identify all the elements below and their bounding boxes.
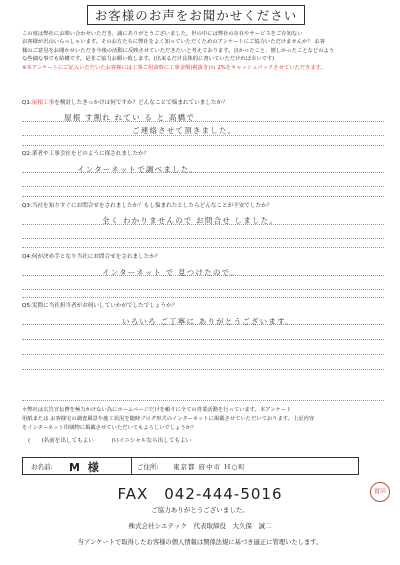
question-number: Q1:: [22, 100, 32, 106]
question-number: Q3:: [22, 203, 32, 209]
option-initial-checkmark[interactable]: (ﾚ): [111, 438, 119, 444]
divider: [22, 145, 384, 146]
question-number: Q5:: [22, 303, 32, 309]
answer-area[interactable]: [22, 210, 384, 244]
name-label: お名前:: [31, 463, 53, 471]
notes-line: 用紙または お客様宅の調査風景や施工状況を随時ブログ形式のインターネットに掲載させていただいております。上記内容: [22, 416, 315, 422]
name-address-box: [22, 457, 359, 475]
question-label: [22, 254, 384, 261]
divider: [22, 297, 384, 298]
answer-area[interactable]: [22, 310, 384, 380]
question-text: 当社を知りすぐにお問合せをされましたか？もし悩まれたとしたらどんなことが不安でしたか？: [31, 203, 273, 209]
seal-text: 富田: [373, 488, 386, 495]
question-1: [22, 100, 384, 141]
address-value[interactable]: 東京都 府中市 Ｈ○町: [173, 463, 246, 471]
answer-area[interactable]: [22, 107, 384, 141]
cashback-note: ※本アンケートにご記入いただいたお客様には工事ご用命時に工事金額(税抜き)の 2%をキャッシュバックさせていただきます。: [22, 64, 326, 71]
intro-text: [22, 30, 384, 72]
divider: [22, 196, 384, 197]
question-number: Q4:: [22, 254, 32, 260]
intro-line: お客様が沢山いらっしゃいます。そのお方たちに弊社をよく知っていただくためのアンケートにご協力いただけませんか？ お客: [22, 39, 325, 46]
question-label: [22, 151, 384, 158]
option-full-name[interactable]: ( )名前を出してもよい: [28, 438, 94, 444]
option-initial-label: イニシャルなら出してもよい: [118, 438, 192, 444]
publication-options: [28, 436, 191, 444]
handwritten-answer: いろいろ ご丁寧に ありがとうございます。: [122, 317, 294, 326]
handwritten-answer: インターネット で 見つけたので。: [102, 268, 239, 277]
address-label: ご住所:: [137, 463, 159, 471]
thanks-message: ご協力ありがとうございました。: [151, 506, 249, 514]
intro-line: この度は弊社にお問い合わせいただき、誠にありがとうございました。世の中には弊社の存在やサービスをご存知ない: [22, 31, 303, 37]
question-3: [22, 203, 384, 244]
question-label: [22, 203, 384, 210]
handwritten-answer: 屋根 す割れ れてい る と 高橋で: [64, 113, 196, 122]
divider: [22, 247, 384, 248]
handwritten-answer: ご連絡させて頂きました。: [132, 126, 237, 135]
page-title: お客様のお声をお聞かせください: [87, 5, 305, 25]
answer-area[interactable]: [22, 261, 384, 295]
question-label: [22, 303, 384, 310]
question-4: [22, 254, 384, 295]
intro-line: な些細な事でも結構です。是非ご協力お願い致します。(出来るだけ具体的に書いていただければ幸いです): [22, 56, 275, 63]
handwritten-answer: 全く わかりませんので お問合せ しました。: [102, 216, 279, 225]
handwritten-answer: インターネットで調べました。: [77, 165, 199, 174]
question-text: 業者や工事会社をどのように探されましたか？: [31, 151, 150, 157]
question-text: 何が決め手となり当社にお問合せをされましたか？: [31, 254, 161, 260]
question-text: 実際に当社担当者がお伺いしていかがでしたでしょうか？: [31, 303, 178, 309]
publication-notes: [22, 406, 387, 433]
question-5: [22, 303, 384, 380]
fax-number: FAX 042-444-5016: [117, 485, 283, 503]
notes-line: をインターネット印刷物に掲載させていただいてもよろしいでしょうか？: [22, 425, 197, 431]
question-text: を検討したきっかけは何ですか？どんなことで悩まれていましたか？: [54, 100, 228, 106]
question-number: Q2:: [22, 151, 32, 157]
privacy-notice: 当アンケートで取得したお客様の個人情報は関係法規に基づき適正に管理いたします。: [77, 539, 323, 546]
divider: [22, 400, 384, 401]
notes-line: ＊弊社は広告宣伝費を極力かけない為にホームページだけを頼りに全ての営業活動を行っています。本アンケート: [22, 407, 292, 413]
question-2: [22, 151, 384, 192]
answer-area[interactable]: [22, 158, 384, 192]
name-value[interactable]: M 様: [69, 461, 101, 474]
field-separator: [131, 458, 132, 474]
question-label: [22, 100, 384, 107]
question-highlight: 屋根工事: [31, 100, 55, 106]
intro-line: 様のご意見をお聞かせいただき今後の活動に反映させていただきたいと考えております。良かったこと、嬉しかったことなどのよう: [22, 47, 335, 54]
company-info: 株式会社シエテック 代表取締役 大久保 誠二: [128, 522, 272, 530]
